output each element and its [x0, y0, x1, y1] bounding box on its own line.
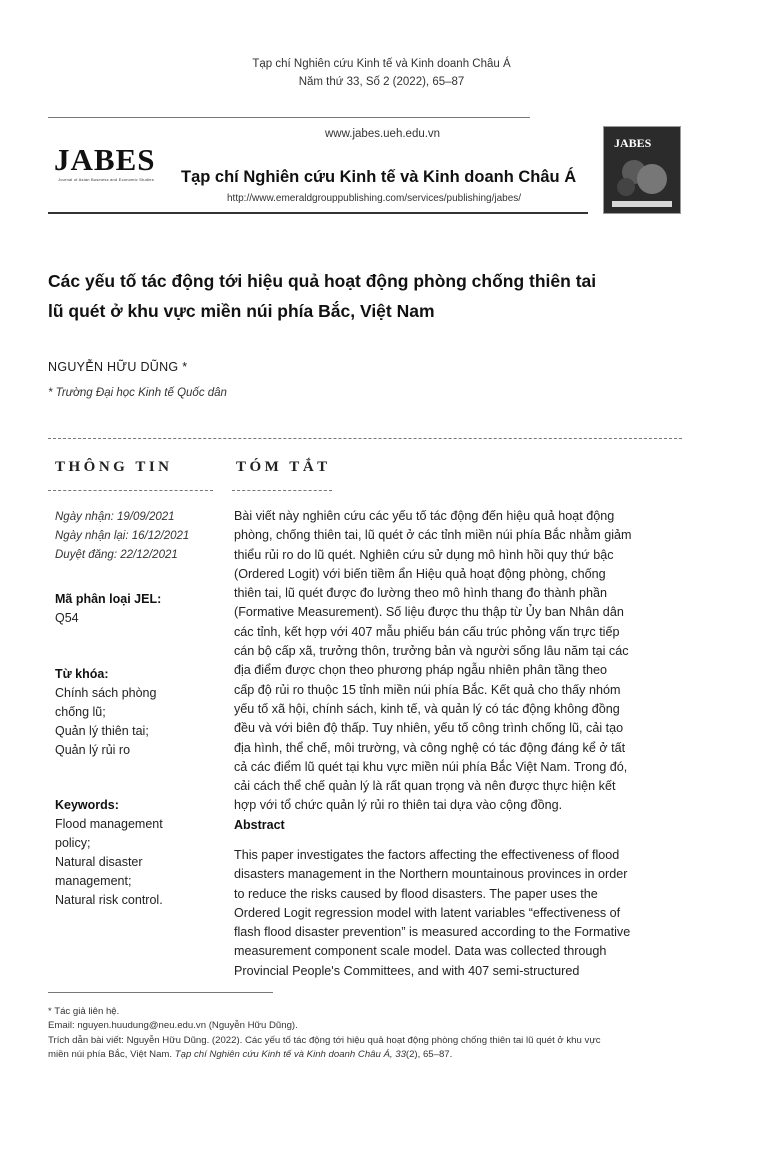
summary-en-line: measurement component scale model. Data was collected through	[234, 944, 607, 959]
citation-journal: Tạp chí Nghiên cứu Kinh tế và Kinh doanh Châu Á, 33	[174, 1049, 406, 1060]
article-title-line-1: Các yếu tố tác động tới hiệu quả hoạt động phòng chống thiên tai	[48, 271, 597, 291]
summary-vi-line: cả các điểm lũ quét tại khu vực miền núi phía Bắc Việt Nam. Trong đó,	[234, 759, 628, 774]
keyword-en: Natural risk control.	[55, 893, 163, 907]
author-name: NGUYỄN HỮU DŨNG *	[48, 360, 188, 374]
summary-heading-rule	[232, 490, 332, 491]
journal-name: Tạp chí Nghiên cứu Kinh tế và Kinh doanh Châu Á	[181, 168, 577, 186]
abstract-heading: Abstract	[234, 818, 285, 832]
citation-pages: (2), 65–87.	[405, 1049, 453, 1060]
summary-en-line: flash flood disaster prevention” is measured according to the Formative	[234, 925, 631, 940]
info-heading-rule	[48, 490, 213, 491]
jabes-logo-subtitle: Journal of Asian Business and Economic Studies	[58, 177, 154, 182]
summary-vi-line: phòng, chống thiên tai, lũ quét ở các tỉnh miền núi phía Bắc nhằm giảm	[234, 528, 632, 543]
keyword-en: policy;	[55, 836, 91, 850]
keywords-vi-list	[55, 684, 156, 760]
jabes-logo: JABES	[54, 142, 156, 177]
issue-info: Năm thứ 33, Số 2 (2022), 65–87	[298, 76, 465, 88]
info-heading: THÔNG TIN	[55, 459, 173, 475]
keywords-vi-heading: Từ khóa:	[55, 667, 109, 681]
footnote-citation-line-1: Trích dẫn bài viết: Nguyễn Hữu Dũng. (2022). Các yếu tố tác động tới hiệu quả hoạt động phòng chống thiên tai lũ quét ở khu vực	[48, 1035, 601, 1046]
summary-vi-line: yếu tố xã hội, chính sách, kinh tế, và quản lý có tác động không đồng	[234, 701, 620, 716]
keyword-vi: Chính sách phòng	[55, 686, 157, 700]
footnote-rule	[48, 992, 273, 993]
summary-vi-line: Bài viết này nghiên cứu các yếu tố tác động đến hiệu quả hoạt động	[234, 509, 615, 523]
summary-en-line: disasters management in the Northern mountainous provinces in order	[234, 867, 628, 882]
article-title-line-2: lũ quét ở khu vực miền núi phía Bắc, Việt Nam	[48, 301, 435, 321]
summary-vi-line: cấp độ rủi ro thuộc 15 tỉnh miền núi phía Bắc. Kết quả cho thấy nhóm	[234, 682, 621, 697]
keyword-vi: Quản lý thiên tai;	[55, 724, 149, 738]
citation-text: miền núi phía Bắc, Việt Nam.	[48, 1049, 175, 1060]
keyword-en: Natural disaster	[55, 855, 143, 869]
summary-vi-line: thiên tai, lũ quét được đo lường theo mô hình thang đo thành phần	[234, 586, 607, 601]
summary-vi-line: (Ordered Logit) với biến tiềm ẩn Hiệu quả hoạt động phòng, chống	[234, 566, 606, 581]
summary-en-line: Ordered Logit regression model with latent variables “effectiveness of	[234, 905, 621, 920]
keyword-en: management;	[55, 874, 132, 888]
summary-vi-line: cải cách thể chế quản lý là rất quan trọng và nên được thực hiện kết	[234, 779, 616, 794]
author-affiliation: * Trường Đại học Kinh tế Quốc dân	[48, 387, 227, 399]
cover-artwork	[604, 127, 680, 213]
summary-vi-line: (Formative Measurement). Số liệu được thu thập từ Ủy ban Nhân dân	[234, 605, 624, 620]
date-accepted: Duyệt đăng: 22/12/2021	[55, 549, 178, 561]
jel-heading: Mã phân loại JEL:	[55, 592, 162, 606]
date-received: Ngày nhận: 19/09/2021	[55, 511, 175, 523]
summary-vi-line: thiểu rủi ro do lũ quét. Nghiên cứu sử dụng mô hình hồi quy thứ bậc	[234, 547, 614, 562]
summary-vi-line: cán bộ cấp xã, trưởng thôn, trưởng bản và người sống lâu năm tại các	[234, 644, 629, 659]
section-divider	[48, 438, 682, 439]
keyword-vi: chống lũ;	[55, 705, 106, 719]
keywords-en-list	[55, 815, 163, 910]
footnote-corresponding: * Tác giả liên hệ.	[48, 1006, 120, 1017]
summary-heading: TÓM TẮT	[236, 459, 331, 475]
summary-en-line: This paper investigates the factors affecting the effectiveness of flood	[234, 848, 620, 862]
running-journal-title: Tạp chí Nghiên cứu Kinh tế và Kinh doanh Châu Á	[252, 58, 511, 70]
masthead-rule	[48, 212, 588, 214]
summary-en	[234, 846, 674, 981]
date-revised: Ngày nhận lại: 16/12/2021	[55, 530, 190, 542]
keywords-en-heading: Keywords:	[55, 798, 119, 812]
summary-vi-line: hợp với tổ chức quản lý rủi ro thiên tai dựa vào cộng đồng.	[234, 798, 563, 813]
summary-vi-line: các tỉnh, kết hợp với 407 mẫu phiếu bán cấu trúc phỏng vấn trực tiếp	[234, 624, 620, 639]
summary-en-line: to reduce the risks caused by flood disasters. The paper uses the	[234, 886, 598, 901]
cover-title: JABES	[614, 136, 652, 150]
publisher-url[interactable]: http://www.emeraldgrouppublishing.com/services/publishing/jabes/	[227, 193, 522, 204]
summary-vi-line: địa hình, thể chế, môi trường, và công nghệ có tác động đáng kể ở tất	[234, 740, 626, 755]
summary-vi	[234, 507, 674, 816]
keyword-en: Flood management	[55, 817, 163, 831]
journal-website[interactable]: www.jabes.ueh.edu.vn	[325, 128, 441, 140]
summary-vi-line: địa điểm được chọn theo phương pháp ngẫu nhiên phân tầng theo	[234, 663, 607, 678]
footnote-email: Email: nguyen.huudung@neu.edu.vn (Nguyễn Hữu Dũng).	[48, 1020, 298, 1031]
journal-cover-image	[603, 126, 681, 214]
footnote-citation-line-2	[48, 1048, 452, 1061]
summary-en-line: Provincial People's Committees, and with 407 semi-structured	[234, 963, 580, 978]
jel-code: Q54	[55, 611, 79, 625]
header-top-rule	[48, 117, 530, 118]
keyword-vi: Quản lý rủi ro	[55, 743, 131, 757]
summary-vi-line: đều và với biên độ thấp. Tuy nhiên, yếu tố công trình chống lũ, cải tạo	[234, 721, 624, 736]
